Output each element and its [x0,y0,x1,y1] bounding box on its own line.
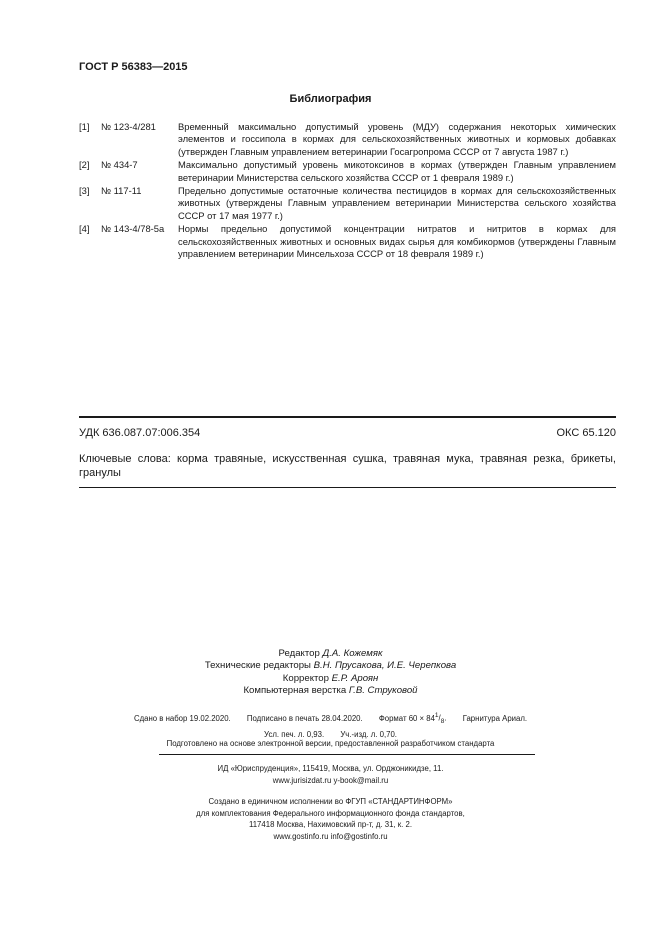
credit-role: Технические редакторы [204,660,311,672]
publishing-sheets: Уч.-изд. л. 0,70. [340,730,397,740]
bibliography-entry [79,223,616,260]
printed-sheets: Усл. печ. л. 0,93. [264,730,325,740]
keywords-divider [79,487,616,488]
publisher-block [0,763,661,786]
producer-block [0,796,661,842]
bibliography-title: Библиография [289,93,372,105]
bibliography-entry [79,185,616,222]
imprint-block [0,709,661,741]
entry-text: Нормы предельно допустимой концентрации нитратов и нитритов в кормах для сельскохозяйственных животных и основных видах сырья для комбикормов (утверждены Главным управлением ветеринарии Минсельхоза СССР от 18 февраля 1989 г.) [178,223,616,260]
entry-text: Предельно допустимые остаточные количества пестицидов в кормах для сельскохозяйственных животных (утверждены Главным управлением ветеринарии Министерства сельского хозяйства СССР от 17 мая 1977 г.) [178,185,616,221]
producer-line-2: для комплектования Федерального информационного фонда стандартов, [196,808,465,818]
credit-person: Е.Р. Ароян [331,672,379,684]
credit-role: Редактор [278,648,320,659]
imprint-line-1 [0,709,661,728]
entry-number: [2] [79,159,90,171]
format-denominator: 8 [440,718,445,726]
typeface: Гарнитура Ариал. [462,713,528,723]
credit-person: В.Н. Прусакова, И.Е. Черепкова [313,660,457,672]
credits-block [0,648,661,697]
signed-date: Подписано в печать 28.04.2020. [246,713,363,723]
producer-address: 117418 Москва, Нахимовский пр-т, д. 31, к. 2. [248,820,413,829]
credit-role: Корректор [282,672,329,684]
bibliography-entry [79,159,616,184]
credit-person: Г.В. Струковой [348,684,418,696]
publisher-email-link[interactable]: y-book@mail.ru [333,775,389,785]
entry-number: [4] [79,223,90,235]
standard-designation: ГОСТ Р 56383—2015 [79,61,188,73]
publisher-site-link[interactable]: www.jurisizdat.ru [272,775,332,785]
paper-format: Формат $60 \times 84^1/_8$. [378,712,447,726]
credit-editor [0,648,661,660]
producer-email-link[interactable]: info@gostinfo.ru [330,831,388,841]
publisher-contacts [0,775,661,787]
entry-code: № 117-11 [101,185,142,197]
publisher-address: ИД «Юриспруденция», 115419, Москва, ул. Орджоникидзе, 11. [217,764,444,773]
keywords: Ключевые слова: корма травяные, искусственная сушка, травяная мука, травяная резка, брикеты, гранулы [79,453,616,479]
entry-text: Временный максимально допустимый уровень (МДУ) содержания некоторых химических элементов и госсипола в кормах для сельскохозяйственных животных и кормовых добавках (утвержден Главным управлением ветеринарии Госагропрома СССР от 7 августа 1987 г.) [178,121,616,157]
entry-code: № 434-7 [101,159,138,171]
producer-site-link[interactable]: www.gostinfo.ru [273,831,329,841]
credit-technical-editors [0,660,661,672]
producer-contacts [0,831,661,843]
entry-number: [3] [79,185,90,197]
bibliography-list [79,121,616,261]
udc-code: УДК 636.087.07:006.354 [79,427,201,439]
section-divider [79,416,616,418]
entry-text: Максимально допустимый уровень микотоксинов в кормах (утвержден Главным управлением ветеринарии Министерства сельского хозяйства СССР от 1 февраля 1989 г.) [178,159,616,183]
submitted-date: Сдано в набор 19.02.2020. [133,713,231,723]
imprint-divider [159,754,535,755]
entry-code: № 123-4/281 [101,121,156,132]
bibliography-entry [79,121,616,158]
credit-role: Компьютерная верстка [243,684,347,696]
format-prefix: Формат 60 × 84 [378,713,435,723]
producer-line-1: Создано в единичном исполнении во ФГУП «СТАНДАРТИНФОРМ» [208,797,453,806]
credit-person: Д.А. Кожемяк [322,648,383,659]
entry-code: № 143-4/78-5а [101,223,165,235]
prepared-note: Подготовлено на основе электронной версии, предоставленной разработчиком стандарта [166,739,495,748]
credit-proofreader [0,673,661,685]
format-numerator: 1 [434,712,439,719]
oks-code: ОКС 65.120 [556,427,616,439]
credit-layout [0,685,661,697]
entry-number: [1] [79,121,90,132]
